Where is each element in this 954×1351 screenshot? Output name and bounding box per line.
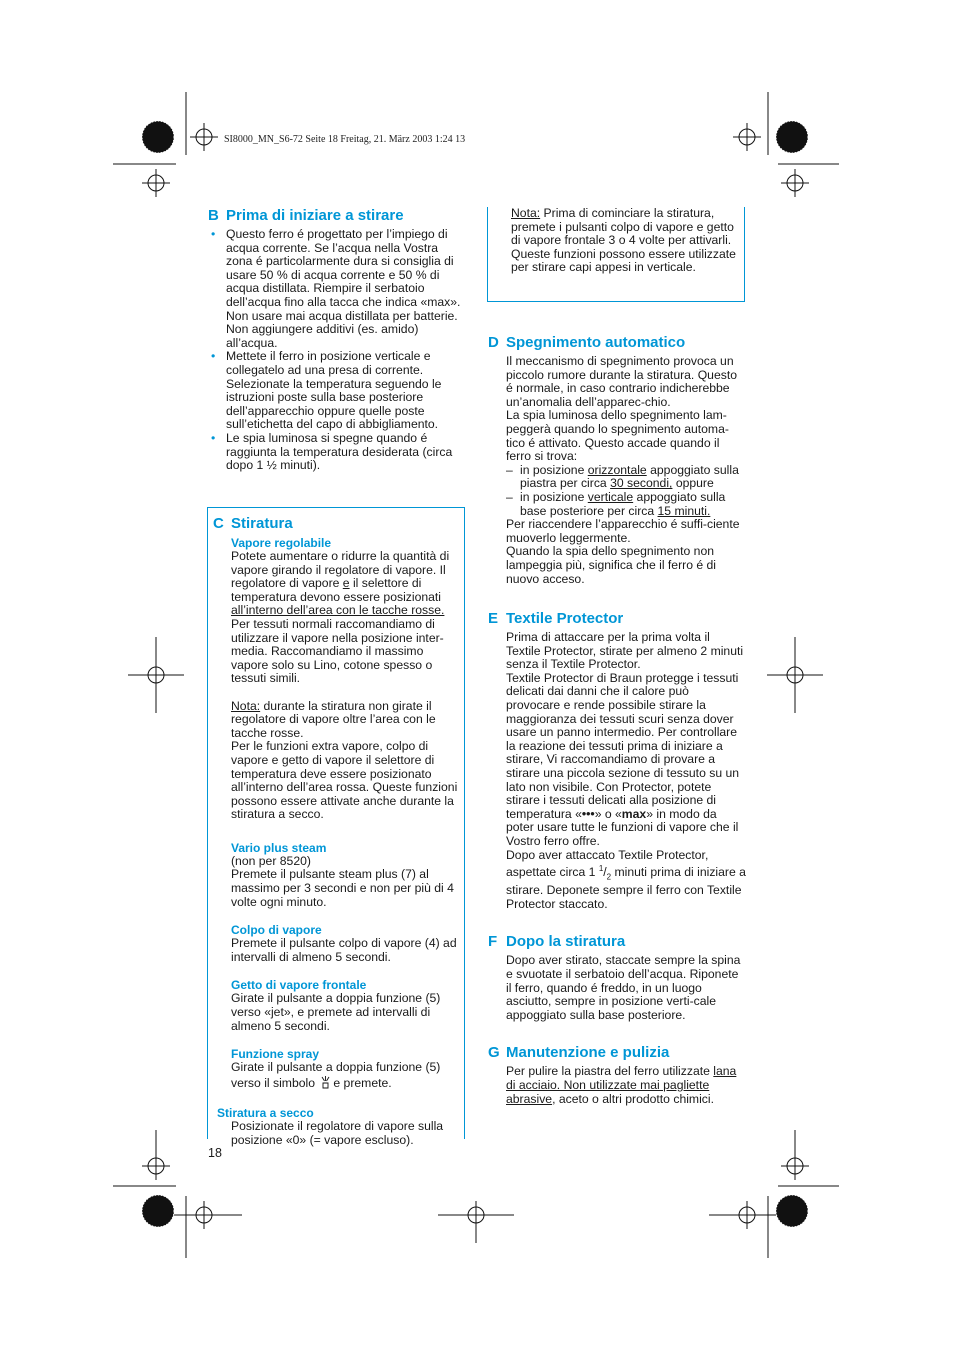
nota-text: Nota: durante la stiratura non girate il regolatore di vapore oltre l’area con le tacche rosse. <box>231 698 436 740</box>
nota-text-2: Per le funzioni extra vapore, colpo di vapore e getto di vapore il selettore di temperatura deve essere posizionato all’interno dell’area rossa. Queste funzioni possono essere attivate anche durante la stiratura a secco. <box>231 739 458 822</box>
colpo-text: Premete il pulsante colpo di vapore (4) ad intervalli di almeno 5 secondi. <box>231 936 457 964</box>
vapore-text-2: Per tessuti normali raccomandiamo di utilizzare il vapore nella posizione inter-media. Raccomandiamo il massimo vapore solo su Lino, cotone spesso o tessuti simili. <box>231 616 444 686</box>
page-number: 18 <box>208 1146 222 1160</box>
section-e-text: Textile Protector di Braun protegge i tessuti delicati dai danni che il calore può provocare e rende possibile stirare la maggioranza dei tessuti scuri senza dover usare un panno intermedio. Per controllare la reazione dei tessuti prima di iniziare a stirare, Vi raccomandiamo di provare a stirare una piccola sezione di tessuto su un lato non visibile. Con Protector, potete stirare i tessuti delicati alla posizione di temperatura «•••» o «max» in modo da poter usare tutte le funzioni di vapore che il Vostro ferro offre. <box>506 670 740 848</box>
vario-text: Premete il pulsante steam plus (7) al massimo per 3 secondi e non per più di 4 volte ogni minuto. <box>231 867 454 909</box>
section-d-heading <box>488 334 746 352</box>
vario-heading: Vario plus steam <box>231 840 327 855</box>
section-d-text: Il meccanismo di spegnimento provoca un piccolo rumore durante la stiratura. Questo é normale, in caso contrario indicherebbe un’anomalia dell’apparec-chio. <box>506 354 737 409</box>
list-item: • Questo ferro é progettato per l’impiego di acqua corrente. Se l’acqua nella Vostra zona é particolarmente dura si consiglia di usare 50 % di acqua corrente e 50 % di acqua distillata. Riempire il serbatoio dell’acqua fino alla tacca che indica «max». Non usare mai acqua distillata per batterie. Non aggiungere additivi (es. amido) all’acqua. <box>208 228 466 350</box>
section-b-list <box>208 228 466 473</box>
secco-text: Posizionate il regolatore di vapore sulla posizione «0» (= vapore escluso). <box>231 1119 444 1147</box>
section-f-heading <box>488 933 746 951</box>
list-item: • Mettete il ferro in posizione verticale e collegatelo ad una presa di corrente. Selezionate la temperatura seguendo le istruzioni poste sulla base posteriore dell’apparecchio oppure quelle poste sull’etichetta del capo di abbigliamento. <box>208 350 466 432</box>
section-c-heading <box>213 515 461 533</box>
section-e-text: Dopo aver attaccato Textile Protector, aspettate circa 1 $^1/_2$ minuti prima di iniziare a stirare. Deponete sempre il ferro con Textile Protector staccato. <box>506 847 746 911</box>
nota-body: Prima di cominciare la stiratura, premete i pulsanti colpo di vapore e getto di vapore frontale 3 o 4 volte per attivarli. Queste funzioni possono essere utilizzate per stirare capi appesi in verticale. <box>511 206 736 275</box>
getto-text: Girate il pulsante a doppia funzione (5) verso «jet», e premete ad intervalli di almeno 5 secondi. <box>231 991 441 1033</box>
print-header: SI8000_MN_S6-72 Seite 18 Freitag, 21. März 2003 1:24 13 <box>224 134 466 145</box>
nota-label: Nota: <box>511 206 541 220</box>
spray-icon <box>321 1075 330 1093</box>
section-d-text: Quando la spia dello spegnimento non lampeggia più, significa che il ferro é di nuovo acceso. <box>506 544 717 586</box>
section-f-letter: F <box>488 933 498 951</box>
section-e-heading <box>488 610 746 628</box>
section-c <box>213 515 461 1148</box>
section-f-title: Dopo la stiratura <box>506 933 626 951</box>
vapore-heading: Vapore regolabile <box>231 536 332 550</box>
list-item: • Le spia luminosa si spegne quando é raggiunta la temperatura desiderata (circa dopo 1 ½ minuti). <box>208 432 466 473</box>
list-item: – in posizione verticale appoggiato sulla base posteriore per circa 15 minuti. <box>506 489 726 518</box>
section-d-text: Per riaccendere l’apparecchio é suffi-ciente muoverlo leggermente. <box>506 517 740 545</box>
section-b-title: Prima di iniziare a stirare <box>226 207 404 224</box>
getto-heading: Getto di vapore frontale <box>231 978 367 993</box>
section-c-letter: C <box>213 515 224 532</box>
section-g-text: Per pulire la piastra del ferro utilizzate lana di acciaio. Non utilizzate mai pagliette abrasive, aceto o altri prodotto chimici. <box>506 1064 737 1106</box>
section-d-title: Spegnimento automatico <box>506 334 686 351</box>
section-g-title: Manutenzione e pulizia <box>506 1044 670 1062</box>
section-b-heading <box>208 207 466 225</box>
section-g-heading <box>488 1044 746 1062</box>
nota-box-text <box>511 207 739 275</box>
secco-heading: Stiratura a secco <box>217 1106 314 1121</box>
vario-note: (non per 8520) <box>231 853 311 868</box>
section-d-letter: D <box>488 334 499 351</box>
section-e-text: Prima di attaccare per la prima volta il Textile Protector, stirate per almeno 2 minuti senza il Textile Protector. <box>506 630 744 672</box>
section-g-letter: G <box>488 1044 500 1062</box>
section-d-text: La spia luminosa dello spegnimento lam-peggerà quando lo spegnimento automa-tico é attivato. Questo accade quando il ferro si trova: <box>506 408 729 464</box>
left-column <box>208 207 466 473</box>
vapore-text: Potete aumentare o ridurre la quantità di vapore girando il regolatore di vapore. Il regolatore di vapore e il selettore di temperatura devono essere posizionati all’interno dell’area con le tacche rosse. <box>231 549 450 618</box>
colpo-heading: Colpo di vapore <box>231 923 322 938</box>
section-f-text: Dopo aver stirato, staccate sempre la spina e svuotate il serbatoio dell’acqua. Riponete il ferro, quando é freddo, in un luogo asciutto, sempre in posizione verti-cale appoggiato sulla base posteriore. <box>506 953 741 1022</box>
section-c-title: Stiratura <box>231 515 293 532</box>
section-e-title: Textile Protector <box>506 610 624 628</box>
spray-text: Girate il pulsante a doppia funzione (5) verso il simbolo e premete. <box>231 1061 461 1092</box>
list-item: – in posizione orizzontale appoggiato sulla piastra per circa 30 secondi, oppure <box>506 462 739 491</box>
spray-heading: Funzione spray <box>231 1047 320 1062</box>
section-e-letter: E <box>488 610 499 628</box>
right-column <box>488 334 746 1106</box>
section-b-letter: B <box>208 207 219 224</box>
